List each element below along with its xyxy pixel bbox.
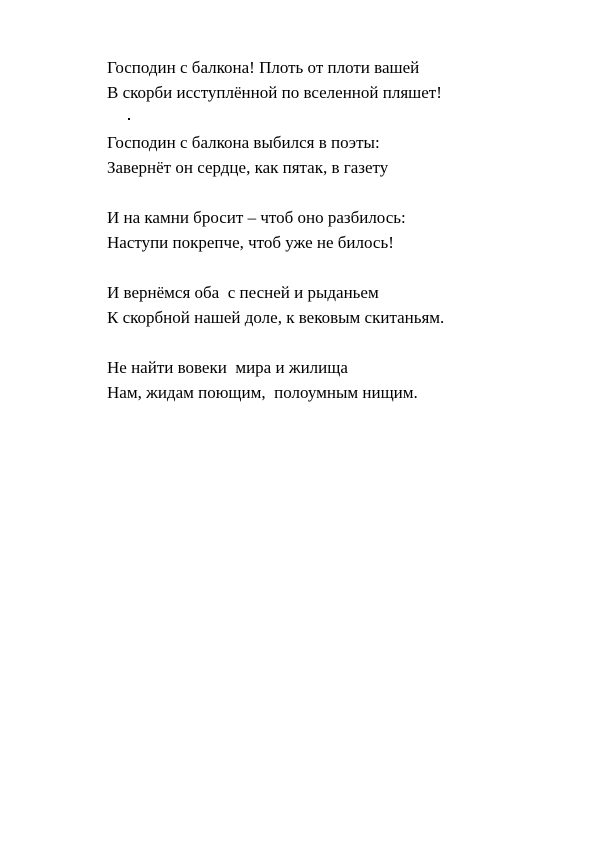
- poem-line: Господин с балкона выбился в поэты:: [107, 133, 380, 152]
- poem-line: Завернёт он сердце, как пятак, в газету: [107, 158, 389, 177]
- poem-line: К скорбной нашей доле, к вековым скитаньям.: [107, 308, 445, 327]
- stanza-2: [107, 130, 567, 180]
- stanza-4: [107, 280, 567, 330]
- poem-line: И вернёмся оба с песней и рыданьем: [107, 283, 379, 302]
- poem-line: И на камни бросит – чтоб оно разбилось:: [107, 208, 406, 227]
- stanza-5: [107, 355, 567, 405]
- poem-text: [107, 55, 567, 430]
- poem-line: Не найти вовеки мира и жилища: [107, 358, 348, 377]
- poem-line: Господин с балкона! Плоть от плоти вашей: [107, 58, 420, 77]
- poem-line: В скорби исступлённой по вселенной пляшет!: [107, 83, 442, 102]
- stanza-3: [107, 205, 567, 255]
- stanza-1: [107, 55, 567, 105]
- poem-line: Наступи покрепче, чтоб уже не билось!: [107, 233, 394, 252]
- poem-line: Нам, жидам поющим, полоумным нищим.: [107, 383, 418, 402]
